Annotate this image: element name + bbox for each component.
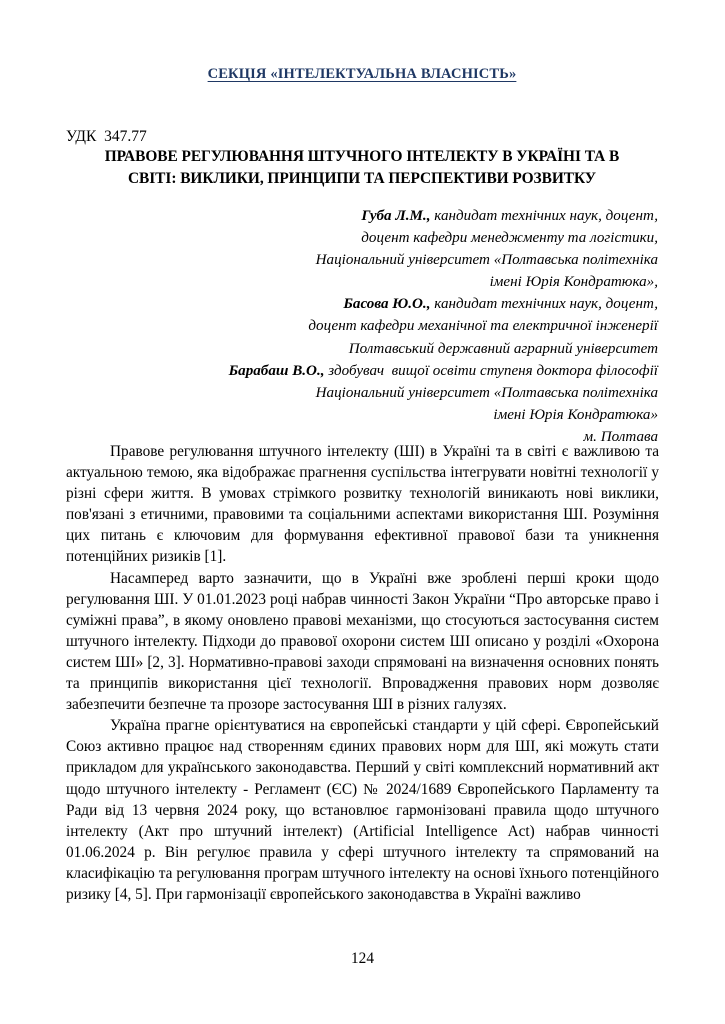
- title-line-2: СВІТІ: ВИКЛИКИ, ПРИНЦИПИ ТА ПЕРСПЕКТИВИ РОЗВИТКУ: [127, 170, 597, 187]
- page-title: [66, 146, 658, 190]
- author-line-7: Полтавський державний аграрний університет: [348, 340, 658, 357]
- udk-code: УДК 347.77: [66, 128, 147, 145]
- author-line-2: доцент кафедри менеджменту та логістики,: [361, 230, 658, 247]
- author-line-5: [66, 293, 658, 315]
- authors-block: [66, 205, 658, 448]
- author-name-barabash: Барабаш В.О.,: [228, 362, 325, 379]
- author-title-barabash: здобувач вищої освіти ступеня доктора філософії: [324, 362, 658, 379]
- author-title-basova: кандидат технічних наук, доцент,: [430, 296, 658, 313]
- section-header-text: СЕКЦІЯ «ІНТЕЛЕКТУАЛЬНА ВЛАСНІСТЬ»: [207, 66, 517, 82]
- author-name-basova: Басова Ю.О.,: [343, 296, 431, 313]
- author-line-1: [66, 205, 658, 227]
- author-line-6: доцент кафедри механічної та електричної інженерії: [308, 318, 658, 335]
- page-number: 124: [351, 950, 374, 967]
- author-name-huba: Губа Л.М.,: [361, 208, 431, 224]
- author-line-10: імені Юрія Кондратюка»: [493, 406, 658, 423]
- author-line-3: Національний університет «Полтавська політехніка: [315, 252, 658, 269]
- author-line-9: Національний університет «Полтавська політехніка: [315, 384, 658, 401]
- author-line-8: [66, 360, 658, 382]
- author-title-huba: кандидат технічних наук, доцент,: [430, 208, 658, 224]
- body-paragraph-1: Правове регулювання штучного інтелекту (ШІ) в Україні та в світі є важливою та актуальною темою, яка відображає прагнення суспільства інтегрувати новітні технології у різні сфери життя. В умовах стрімкого розвитку технологій виникають нові виклики, пов'язані з етичними, правовими та соціальними аспектами використання ШІ. Розуміння цих питань є ключовим для формування ефективної правової бази та уникнення потенційних ризиків [1].: [66, 443, 659, 566]
- author-line-4: імені Юрія Кондратюка»,: [489, 274, 658, 291]
- section-header: [66, 66, 658, 83]
- body-content: [66, 441, 659, 905]
- author-line-11: м. Полтава: [583, 428, 658, 445]
- body-paragraph-2: Насамперед варто зазначити, що в Україні вже зроблені перші кроки щодо регулювання ШІ. У 01.01.2023 році набрав чинності Закон України “Про авторське право і суміжні права”, в якому оновлено правові механізми, що стосуються застосування систем штучного інтелекту. Підходи до правової охорони систем ШІ описано у розділі «Охорона систем ШІ» [2, 3]. Нормативно-правові заходи спрямовані на визначення основних понять та принципів використання цієї технології. Впровадження правових норм дозволяє забезпечити безпечне та прозоре застосування ШІ в різних галузях.: [66, 569, 659, 714]
- body-paragraph-3: Україна прагне орієнтуватися на європейські стандарти у цій сфері. Європейський Союз активно працює над створенням єдиних правових норм для ШІ, які можуть стати прикладом для українського законодавства. Перший у світі комплексний нормативний акт щодо штучного інтелекту - Регламент (ЄС) № 2024/1689 Європейського Парламенту та Ради від 13 червня 2024 року, що встановлює гармонізовані правила щодо штучного інтелекту (Акт про штучний інтелект) (Artificial Intelligence Act) набрав чинності 01.06.2024 р. Він регулює правила у сфері штучного інтелекту та спрямований на класифікацію та регулювання програм штучного інтелекту на основі їхнього потенційного ризику [4, 5]. При гармонізації європейського законодавства в Україні важливо: [66, 717, 659, 903]
- title-line-1: ПРАВОВЕ РЕГУЛЮВАННЯ ШТУЧНОГО ІНТЕЛЕКТУ В УКРАЇНІ ТА В: [104, 148, 620, 165]
